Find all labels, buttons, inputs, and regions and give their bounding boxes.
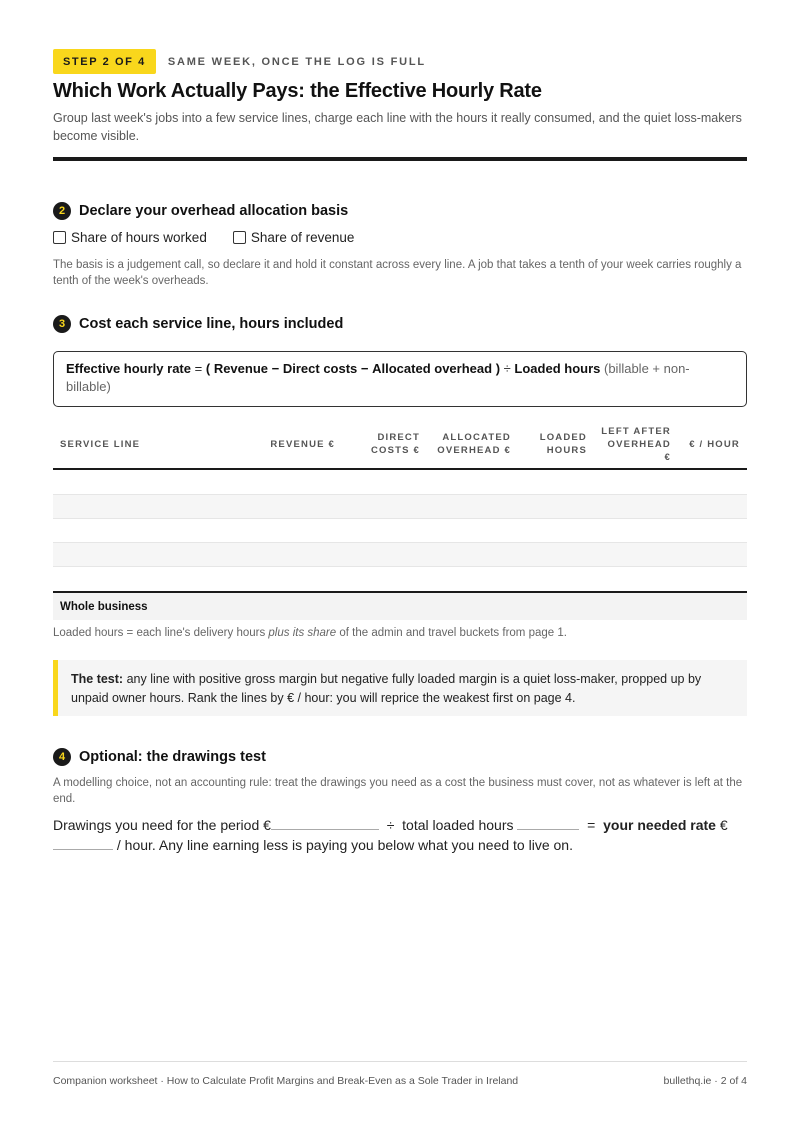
- callout-lead: The test:: [71, 672, 124, 686]
- col-revenue: REVENUE €: [270, 438, 335, 450]
- table-row[interactable]: [53, 471, 747, 495]
- header-row: [53, 49, 426, 74]
- option-label: Share of revenue: [250, 230, 355, 245]
- col-loaded-hours: LOADED HOURS: [539, 432, 587, 456]
- col-left-after-overhead: LEFT AFTER OVERHEAD €: [601, 425, 671, 463]
- footer-title: Companion worksheet · How to Calculate Profit Margins and Break-Even as a Sole Trader in Ireland: [53, 1075, 519, 1087]
- divide-sign: ÷: [386, 817, 395, 833]
- section-3-heading: [53, 315, 343, 333]
- loaded-hours-note: [53, 625, 743, 641]
- step-badge: STEP 2 OF 4: [53, 49, 156, 74]
- table-row[interactable]: [53, 495, 747, 519]
- formula-box: [53, 351, 747, 407]
- formula-minus: −: [360, 361, 369, 376]
- drawings-note: A modelling choice, not an accounting rule: treat the drawings you need as a cost the business must cover, not as whatever is left at the end.: [53, 777, 743, 805]
- drawings-amount-field[interactable]: [271, 816, 379, 830]
- formula-divide: ÷: [503, 361, 511, 376]
- test-callout: [53, 660, 747, 716]
- table-row[interactable]: [53, 519, 747, 543]
- option-hours-worked[interactable]: [53, 230, 207, 245]
- section-title: Optional: the drawings test: [79, 749, 266, 765]
- kicker: SAME WEEK, ONCE THE LOG IS FULL: [167, 55, 426, 68]
- section-title: Cost each service line, hours included: [79, 316, 344, 332]
- page-title: Which Work Actually Pays: the Effective Hourly Rate: [53, 80, 542, 102]
- hours-label: total loaded hours: [402, 817, 514, 833]
- section-number-badge: 2: [53, 202, 71, 220]
- section-number-badge: 3: [53, 315, 71, 333]
- footer-page-info: bullethq.ie · 2 of 4: [663, 1075, 747, 1087]
- note-text: Loaded hours = each line's delivery hours: [53, 627, 269, 639]
- section-title: Declare your overhead allocation basis: [79, 203, 349, 219]
- page-subtitle: Group last week's jobs into a few service lines, charge each line with the hours it really consumed, and the quiet loss-makers become visible.: [53, 111, 742, 143]
- formula-revenue: Revenue: [213, 361, 269, 376]
- worksheet-page: [53, 0, 747, 1131]
- equals-sign: =: [587, 817, 596, 833]
- section-number-badge: 4: [53, 748, 71, 766]
- formula-equals: =: [194, 361, 203, 376]
- allocation-options: [53, 230, 380, 245]
- table-header: [53, 420, 747, 470]
- checkbox-hours-worked[interactable]: [53, 231, 66, 244]
- drawings-calculation: [53, 815, 747, 855]
- rate-explanation: / hour. Any line earning less is paying you below what you need to live on.: [116, 837, 573, 853]
- drawings-label: Drawings you need for the period €: [53, 817, 271, 833]
- total-label: Whole business: [60, 600, 148, 613]
- needed-rate-field[interactable]: [53, 836, 113, 850]
- table-row[interactable]: [53, 567, 747, 591]
- section-2-heading: [53, 202, 348, 220]
- checkbox-revenue[interactable]: [233, 231, 246, 244]
- col-direct-costs: DIRECT COSTS €: [370, 432, 420, 456]
- note-text: of the admin and travel buckets from page 1.: [336, 627, 567, 639]
- formula-overhead: Allocated overhead: [372, 361, 493, 376]
- note-italic: plus its share: [268, 627, 337, 639]
- formula-label: Effective hourly rate: [66, 361, 191, 376]
- callout-text: any line with positive gross margin but negative fully loaded margin is a quiet loss-maker, propped up by unpaid owner hours. Rank the lines by € / hour: you will reprice the weakest first on page 4.: [71, 672, 702, 705]
- header-divider: [53, 157, 747, 161]
- formula-hours-note: (billable + non-billable): [66, 361, 690, 394]
- needed-rate-label: your needed rate: [603, 817, 716, 833]
- formula-direct-costs: Direct costs: [282, 361, 358, 376]
- formula-open-paren: (: [205, 361, 211, 376]
- col-euro-per-hour: € / HOUR: [689, 438, 740, 450]
- option-label: Share of hours worked: [71, 230, 207, 245]
- euro-sign: €: [719, 817, 728, 833]
- section-4-heading: [53, 748, 266, 766]
- allocation-note: The basis is a judgement call, so declare it and hold it constant across every line. A job that takes a tenth of your week carries roughly a tenth of the week's overheads.: [53, 259, 742, 287]
- table-row[interactable]: [53, 543, 747, 567]
- footer-divider: [53, 1061, 747, 1062]
- formula-close-paren: ): [495, 361, 501, 376]
- formula-loaded-hours: Loaded hours: [514, 361, 601, 376]
- formula-minus: −: [271, 361, 280, 376]
- total-row: [53, 591, 747, 620]
- col-allocated-overhead: ALLOCATED OVERHEAD €: [437, 432, 511, 456]
- loaded-hours-field[interactable]: [517, 816, 579, 830]
- option-revenue[interactable]: [233, 230, 355, 245]
- col-service-line: SERVICE LINE: [60, 438, 141, 450]
